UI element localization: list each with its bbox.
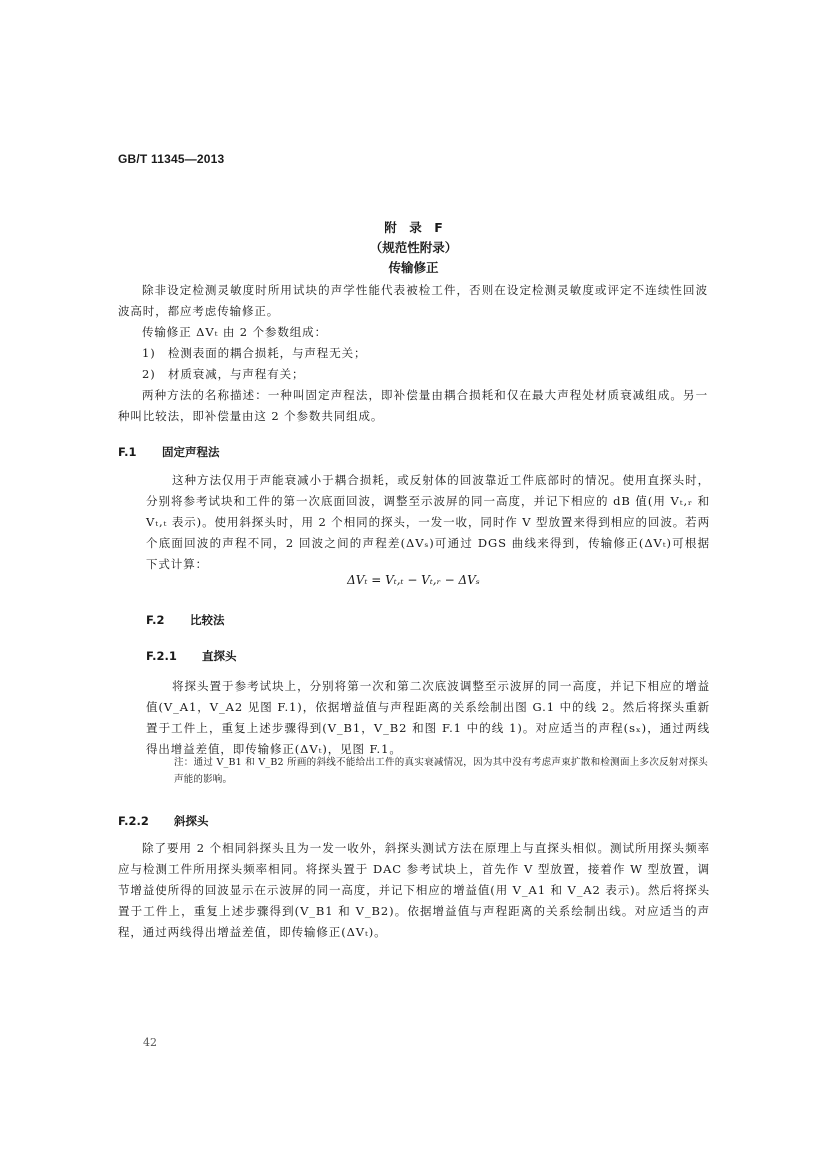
section-heading-f21 — [146, 648, 237, 664]
annex-title: 附 录 F — [384, 220, 443, 235]
section-number: F.1 — [118, 445, 137, 459]
section-f22-body: 除了要用 2 个相同斜探头且为一发一收外，斜探头测试方法在原理上与直探头相似。测试所用探头频率应与检测工件所用探头频率相同。将探头置于 DAC 参考试块上，首先作 V 型放置，接着作 W 型放置，调节增益使所得的回波显示在示波屏的同一高度，并记下相应的增益值(用 V_A1 和 V_A2 表示)。然后将探头置于工件上，重复上述步骤得到(V_B1 和 V_B2)。依据增益值与声程距离的关系绘制出线。对应适当的声程，通过两线得出增益差值，即传输修正(ΔVₜ)。 — [118, 841, 710, 939]
transfer-correction-formula: ΔVₜ = Vₜ,ₜ − Vₜ,ᵣ − ΔVₛ — [347, 573, 480, 587]
section-title: 直探头 — [202, 649, 237, 663]
section-f1-body: 这种方法仅用于声能衰减小于耦合损耗，或反射体的回波靠近工件底部时的情况。使用直探头时，分别将参考试块和工件的第一次底面回波，调整至示波屏的同一高度，并记下相应的 dB 值(用 Vₜ,ᵣ 和 Vₜ,ₜ 表示)。使用斜探头时，用 2 个相同的探头，一发一收，同时作 V 型放置来得到相应的回波。若两个底面回波的声程不同，2 回波之间的声程差(ΔVₛ)可通过 DGS 曲线来得到，传输修正(ΔVₜ)可根据下式计算： — [146, 473, 710, 571]
intro-list-item-2: 2) 材质衰减，与声程有关； — [142, 367, 305, 381]
intro-paragraph-2: 传输修正 ΔVₜ 由 2 个参数组成： — [142, 325, 327, 339]
section-heading-f1 — [118, 444, 220, 460]
section-number: F.2.2 — [118, 814, 149, 828]
section-title: 固定声程法 — [162, 445, 220, 459]
page-number: 42 — [143, 1036, 157, 1049]
section-f21-note: 注：通过 V_B1 和 V_B2 所画的斜线不能给出工件的真实衰减情况，因为其中没有考虑声束扩散和检测面上多次反射对探头声能的影响。 — [174, 757, 708, 785]
section-title: 比较法 — [190, 613, 225, 627]
annex-topic: 传输修正 — [388, 260, 439, 275]
section-number: F.2.1 — [146, 649, 177, 663]
section-number: F.2 — [146, 613, 165, 627]
section-f21-body: 将探头置于参考试块上，分别将第一次和第二次底波调整至示波屏的同一高度，并记下相应的增益值(V_A1，V_A2 见图 F.1)，依据增益值与声程距离的关系绘制出图 G.1 中的线 2。然后将探头重新置于工件上，重复上述步骤得到(V_B1，V_B2 和图 F.1 中的线 1)。对应适当的声程(sₓ)，通过两线得出增益差值，即传输修正(ΔVₜ)，见图 F.1。 — [146, 679, 710, 756]
section-heading-f22 — [118, 813, 209, 829]
intro-list-item-1: 1) 检测表面的耦合损耗，与声程无关； — [142, 346, 367, 360]
annex-subtitle: （规范性附录） — [369, 240, 458, 255]
section-heading-f2 — [146, 612, 225, 628]
document-id: GB/T 11345—2013 — [118, 152, 225, 166]
intro-paragraph-3: 两种方法的名称描述：一种叫固定声程法，即补偿量由耦合损耗和仅在最大声程处材质衰减组成。另一种叫比较法，即补偿量由这 2 个参数共同组成。 — [118, 388, 708, 423]
intro-paragraph-1: 除非设定检测灵敏度时所用试块的声学性能代表被检工件，否则在设定检测灵敏度或评定不连续性回波波高时，都应考虑传输修正。 — [118, 283, 708, 318]
section-title: 斜探头 — [174, 814, 209, 828]
